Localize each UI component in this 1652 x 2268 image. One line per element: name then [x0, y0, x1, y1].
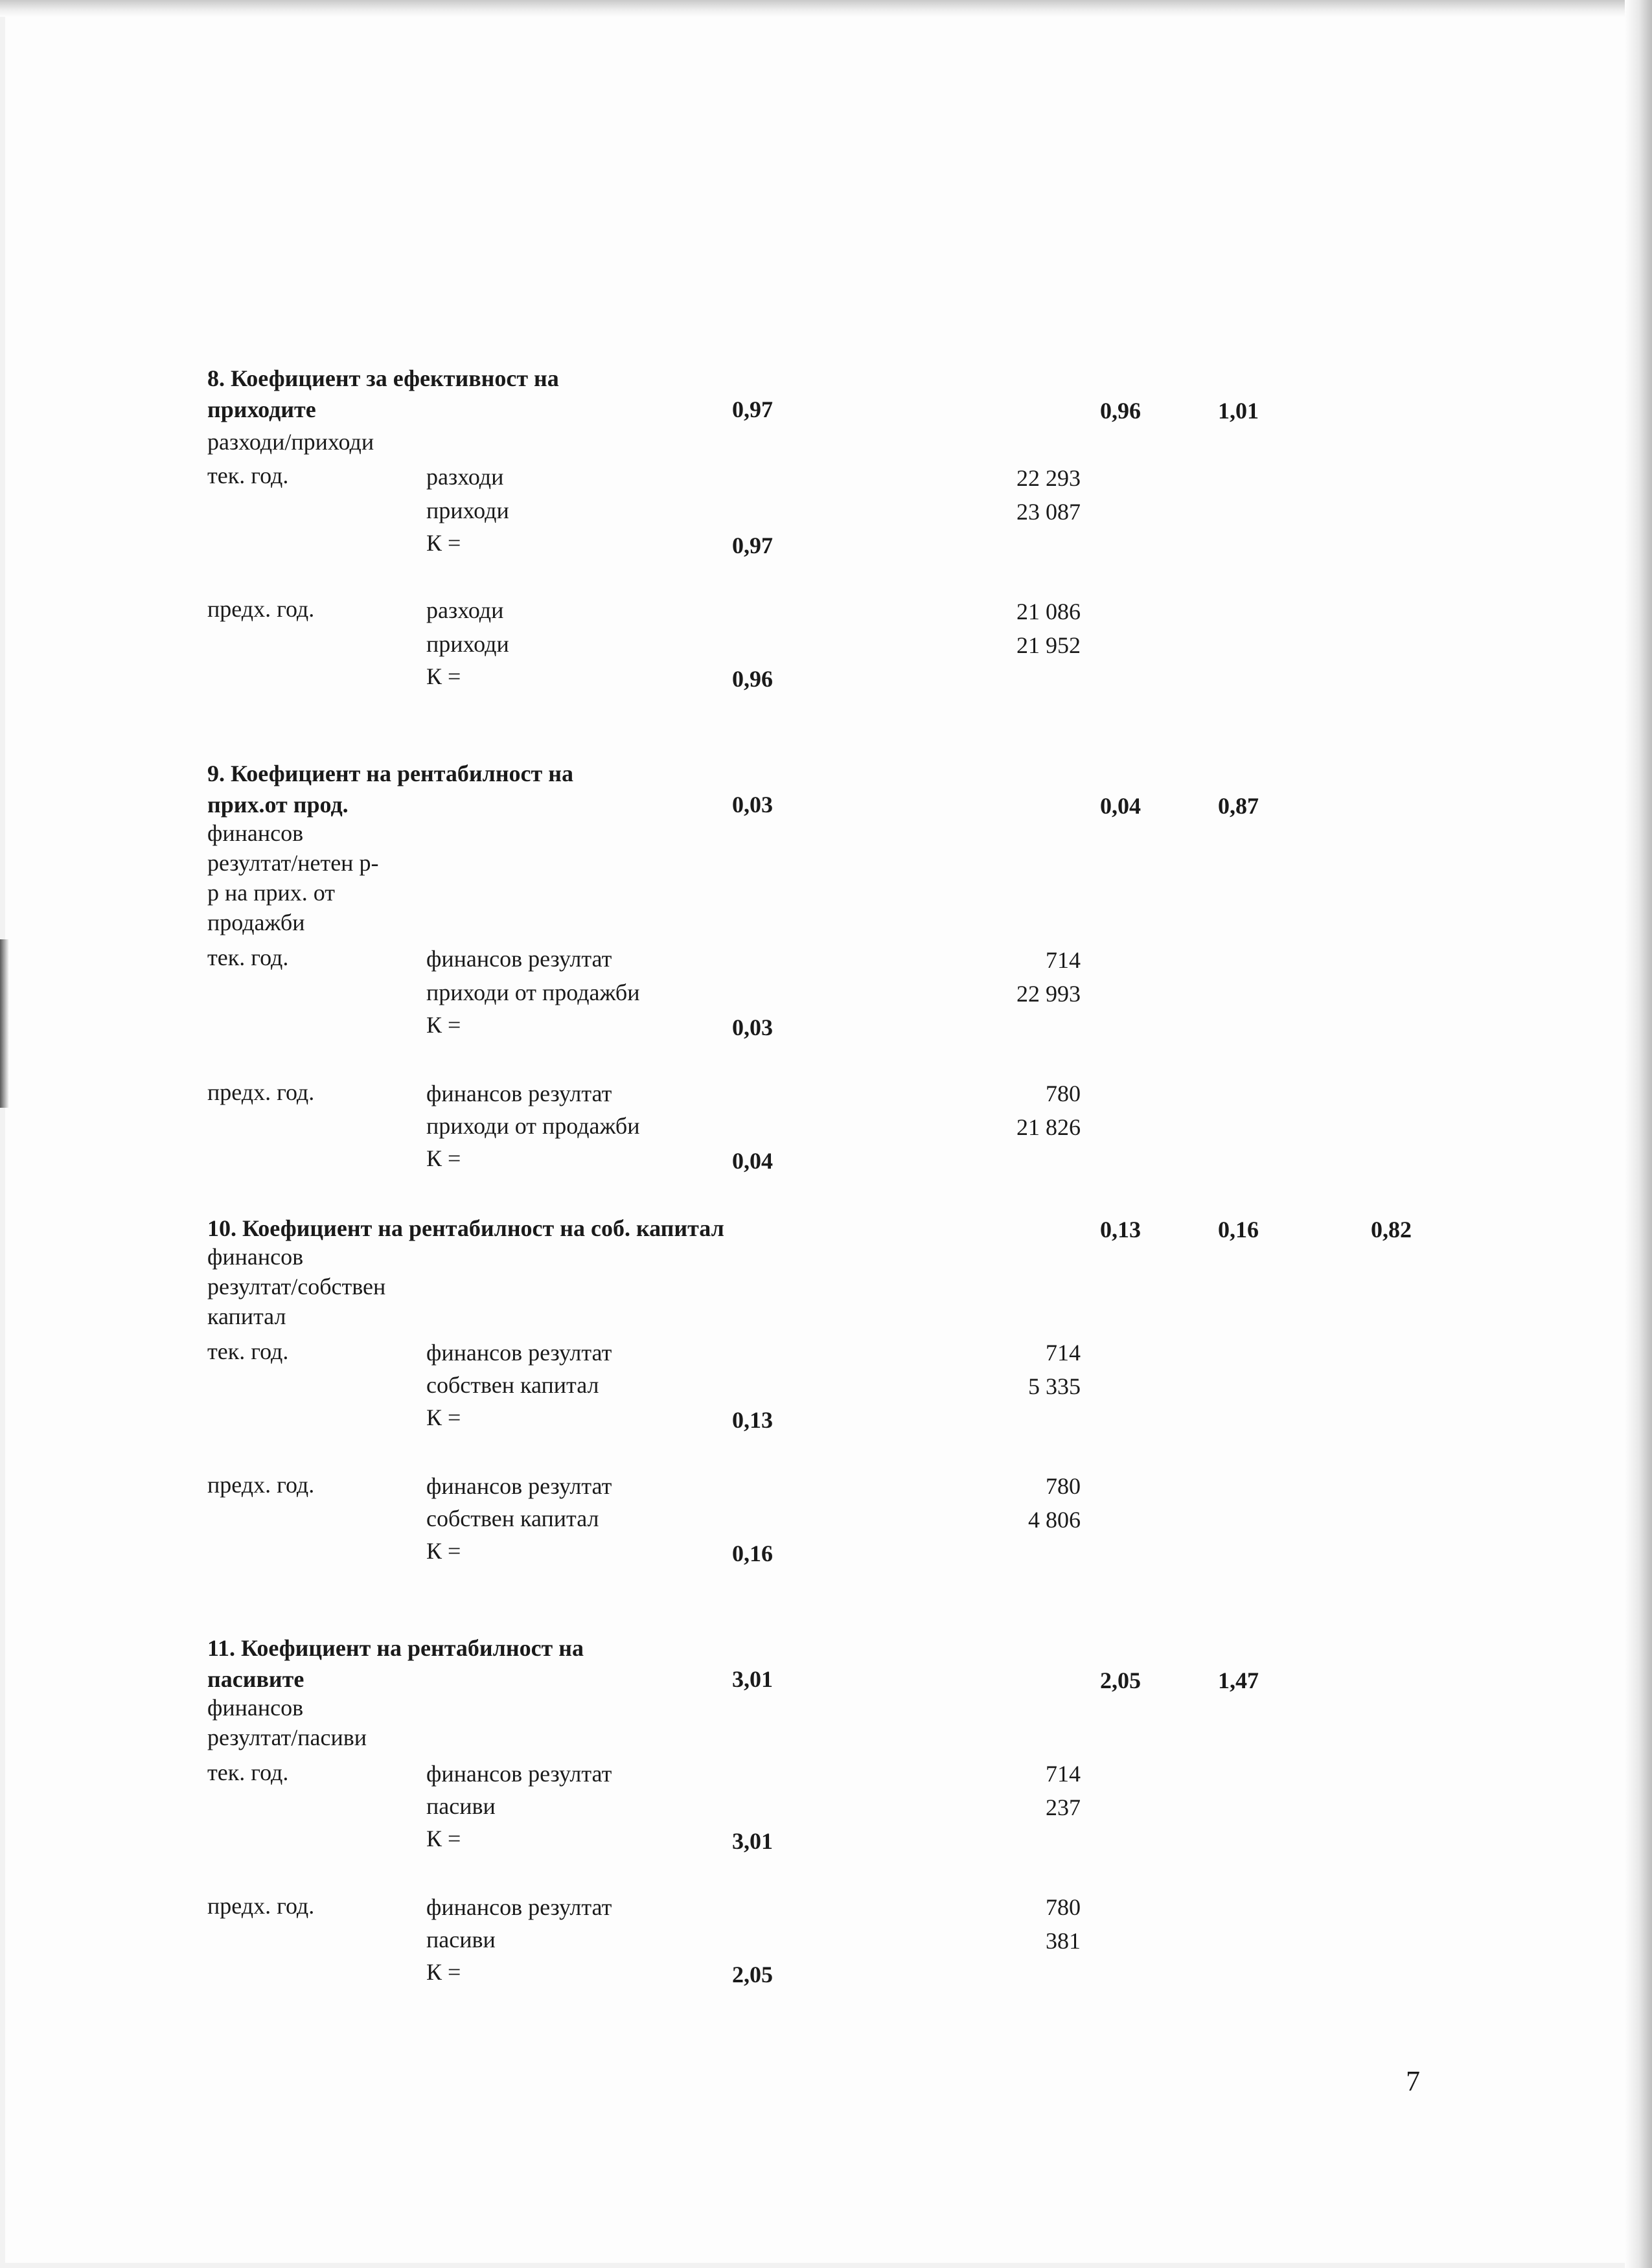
row-label: приходи от продажби	[426, 1113, 640, 1139]
row-value: 714	[1046, 947, 1081, 973]
row-value: 780	[1046, 1473, 1081, 1499]
section-title-line1: 10. Коефициент на рентабилност на соб. капитал	[207, 1215, 724, 1241]
k-label: К =	[426, 1538, 461, 1564]
row-value: 237	[1046, 1794, 1081, 1820]
formula-line: продажби	[207, 910, 305, 935]
k-value: 3,01	[732, 1828, 773, 1854]
k-current-summary: 0,97	[732, 396, 773, 422]
row-label: пасиви	[426, 1793, 496, 1819]
section-title-line1: 9. Коефициент на рентабилност на	[207, 761, 573, 786]
row-label: приходи	[426, 498, 509, 523]
k-previous-summary: 0,04	[1100, 793, 1141, 819]
index-value: 0,87	[1218, 793, 1259, 819]
row-value: 21 826	[1016, 1114, 1081, 1140]
section-title-line2: пасивите	[207, 1666, 304, 1692]
row-label: пасиви	[426, 1927, 496, 1953]
index-value: 1,47	[1218, 1667, 1259, 1693]
k-label: К =	[426, 1959, 461, 1985]
period-label-current: тек. год.	[207, 1759, 289, 1785]
row-value: 780	[1046, 1894, 1081, 1920]
k-current-summary: 0,03	[732, 792, 773, 818]
index-value: 0,82	[1371, 1217, 1412, 1243]
row-label: финансов резултат	[426, 1761, 612, 1787]
section-title-line1: 11. Коефициент на рентабилност на	[207, 1635, 584, 1661]
row-value: 5 335	[1028, 1373, 1081, 1399]
k-value: 0,97	[732, 533, 773, 558]
section-title-line2: прих.от прод.	[207, 792, 349, 818]
row-value: 780	[1046, 1081, 1081, 1106]
k-label: К =	[426, 1012, 461, 1038]
scan-edge-left	[0, 939, 9, 1108]
k-value: 0,04	[732, 1148, 773, 1174]
period-label-previous: предх. год.	[207, 1472, 315, 1498]
k-label: К =	[426, 530, 461, 556]
scan-edge-right	[1625, 0, 1652, 2268]
formula-line: разходи/приходи	[207, 429, 374, 455]
formula-line: финансов	[207, 1695, 304, 1721]
formula-line: резултат/пасиви	[207, 1724, 367, 1750]
row-label: финансов резултат	[426, 946, 612, 972]
index-value: 1,01	[1218, 398, 1259, 424]
row-value: 22 993	[1016, 981, 1081, 1007]
period-label-current: тек. год.	[207, 1338, 289, 1364]
row-label: собствен капитал	[426, 1372, 599, 1398]
formula-line: р на прих. от	[207, 880, 336, 906]
formula-line: финансов	[207, 820, 304, 846]
k-value: 2,05	[732, 1962, 773, 1987]
k-previous-summary: 2,05	[1100, 1667, 1141, 1693]
k-current-summary: 3,01	[732, 1666, 773, 1692]
row-value: 21 086	[1016, 599, 1081, 624]
formula-line: капитал	[207, 1303, 286, 1329]
k-value: 0,96	[732, 666, 773, 692]
row-value: 714	[1046, 1340, 1081, 1366]
k-current-summary: 0,13	[1100, 1217, 1141, 1243]
row-label: разходи	[426, 597, 504, 623]
scan-edge-top	[0, 0, 1652, 17]
period-label-previous: предх. год.	[207, 596, 315, 622]
formula-line: резултат/нетен р-	[207, 850, 379, 876]
row-value: 4 806	[1028, 1507, 1081, 1533]
row-label: финансов резултат	[426, 1340, 612, 1366]
k-label: К =	[426, 1826, 461, 1851]
row-value: 714	[1046, 1761, 1081, 1787]
k-label: К =	[426, 663, 461, 689]
period-label-current: тек. год.	[207, 945, 289, 970]
k-value: 0,03	[732, 1014, 773, 1040]
period-label-previous: предх. год.	[207, 1893, 315, 1919]
k-value: 0,16	[732, 1541, 773, 1566]
period-label-previous: предх. год.	[207, 1079, 315, 1105]
page-number: 7	[1406, 2065, 1420, 2097]
section-title-line1: 8. Коефициент за ефективност на	[207, 365, 559, 391]
row-label: финансов резултат	[426, 1081, 612, 1106]
row-value: 22 293	[1016, 465, 1081, 491]
row-value: 381	[1046, 1928, 1081, 1954]
row-label: разходи	[426, 464, 504, 490]
period-label-current: тек. год.	[207, 463, 289, 488]
row-label: финансов резултат	[426, 1894, 612, 1920]
section-title-line2: приходите	[207, 396, 316, 422]
k-previous-summary: 0,96	[1100, 398, 1141, 424]
formula-line: резултат/собствен	[207, 1274, 386, 1300]
formula-line: финансов	[207, 1244, 304, 1270]
k-label: К =	[426, 1404, 461, 1430]
row-label: собствен капитал	[426, 1506, 599, 1531]
row-label: приходи от продажби	[426, 979, 640, 1005]
row-label: приходи	[426, 631, 509, 657]
k-value: 0,13	[732, 1407, 773, 1433]
row-value: 21 952	[1016, 632, 1081, 658]
row-label: финансов резултат	[426, 1473, 612, 1499]
row-value: 23 087	[1016, 499, 1081, 525]
k-label: К =	[426, 1145, 461, 1171]
k-previous-summary: 0,16	[1218, 1217, 1259, 1243]
